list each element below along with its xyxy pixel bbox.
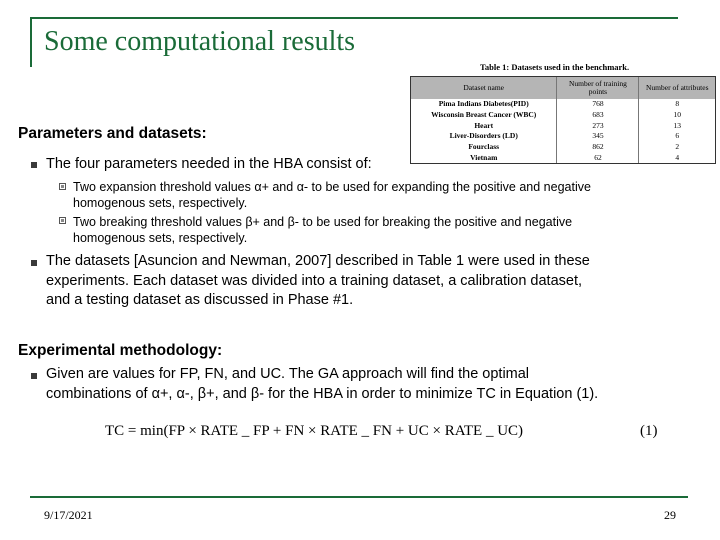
table-header-cell: Number of training points	[557, 77, 639, 99]
table-cell: Liver-Disorders (LD)	[411, 131, 557, 142]
sub-bullet-text: Two expansion threshold values α+ and α- to be used for expanding the positive and negative	[73, 180, 591, 194]
bullet-text: experiments. Each dataset was divided into a training dataset, a calibration dataset,	[46, 273, 583, 289]
table-cell: 768	[557, 99, 639, 110]
bullet-text: The datasets [Asuncion and Newman, 2007] described in Table 1 were used in these	[46, 253, 590, 269]
slide-title: Some computational results	[44, 26, 356, 57]
bullet-text: The four parameters needed in the HBA consist of:	[46, 156, 372, 172]
sub-bullet-text: Two breaking threshold values β+ and β- to be used for breaking the positive and negative	[73, 215, 573, 229]
footer-line	[30, 496, 688, 498]
table-header-row	[411, 77, 715, 99]
square-bullet-icon	[31, 373, 37, 379]
table-cell: 683	[557, 110, 639, 121]
sub-bullet-text: homogenous sets, respectively.	[73, 196, 248, 210]
datasets-table	[410, 76, 716, 164]
table-row	[411, 142, 715, 153]
bullet-text: Given are values for FP, FN, and UC. The GA approach will find the optimal	[46, 366, 530, 382]
footer-date: 9/17/2021	[44, 508, 93, 522]
sub-bullet-text: homogenous sets, respectively.	[73, 231, 248, 245]
table-row	[411, 131, 715, 142]
hollow-square-bullet-icon	[59, 217, 66, 224]
table-cell: Fourclass	[411, 142, 557, 153]
title-frame-left	[30, 17, 32, 67]
bullet-text: combinations of α+, α-, β+, and β- for the HBA in order to minimize TC in Equation (1).	[46, 386, 599, 402]
square-bullet-icon	[31, 260, 37, 266]
section-heading-parameters: Parameters and datasets:	[18, 125, 207, 142]
table-cell: 10	[673, 109, 681, 119]
table-cell: 862	[557, 142, 639, 153]
table-cell: Wisconsin Breast Cancer (WBC)	[411, 110, 557, 121]
table-cell: 13	[673, 120, 681, 130]
table-cell: Vietnam	[411, 152, 557, 163]
table-header-cell: Dataset name	[411, 77, 557, 99]
section-heading-methodology: Experimental methodology:	[18, 342, 223, 359]
page-number: 29	[664, 508, 676, 522]
square-bullet-icon	[31, 162, 37, 168]
hollow-square-bullet-icon	[59, 183, 66, 190]
table-cell: Heart	[411, 120, 557, 131]
table-cell: 273	[557, 120, 639, 131]
equation-number: (1)	[640, 423, 658, 439]
table-cell: 62	[557, 152, 639, 163]
table-row	[411, 110, 715, 121]
table-cell: 2	[675, 141, 680, 151]
table-cell: 8	[675, 99, 680, 109]
title-frame-top	[30, 17, 678, 19]
table-row	[411, 120, 715, 131]
bullet-text: and a testing dataset as discussed in Phase #1.	[46, 292, 354, 308]
equation: TC = min(FP × RATE _ FP + FN × RATE _ FN + UC × RATE _ UC)	[105, 423, 524, 439]
table-header-cell: Number of attributes	[639, 77, 715, 99]
table-row	[411, 99, 715, 110]
table-cell: Pima Indians Diabetes(PID)	[411, 99, 557, 110]
table-caption: Table 1: Datasets used in the benchmark.	[480, 62, 630, 72]
table-cell: 4	[675, 152, 680, 162]
table-cell: 6	[675, 131, 680, 141]
table-cell: 345	[557, 131, 639, 142]
table-row	[411, 152, 715, 163]
